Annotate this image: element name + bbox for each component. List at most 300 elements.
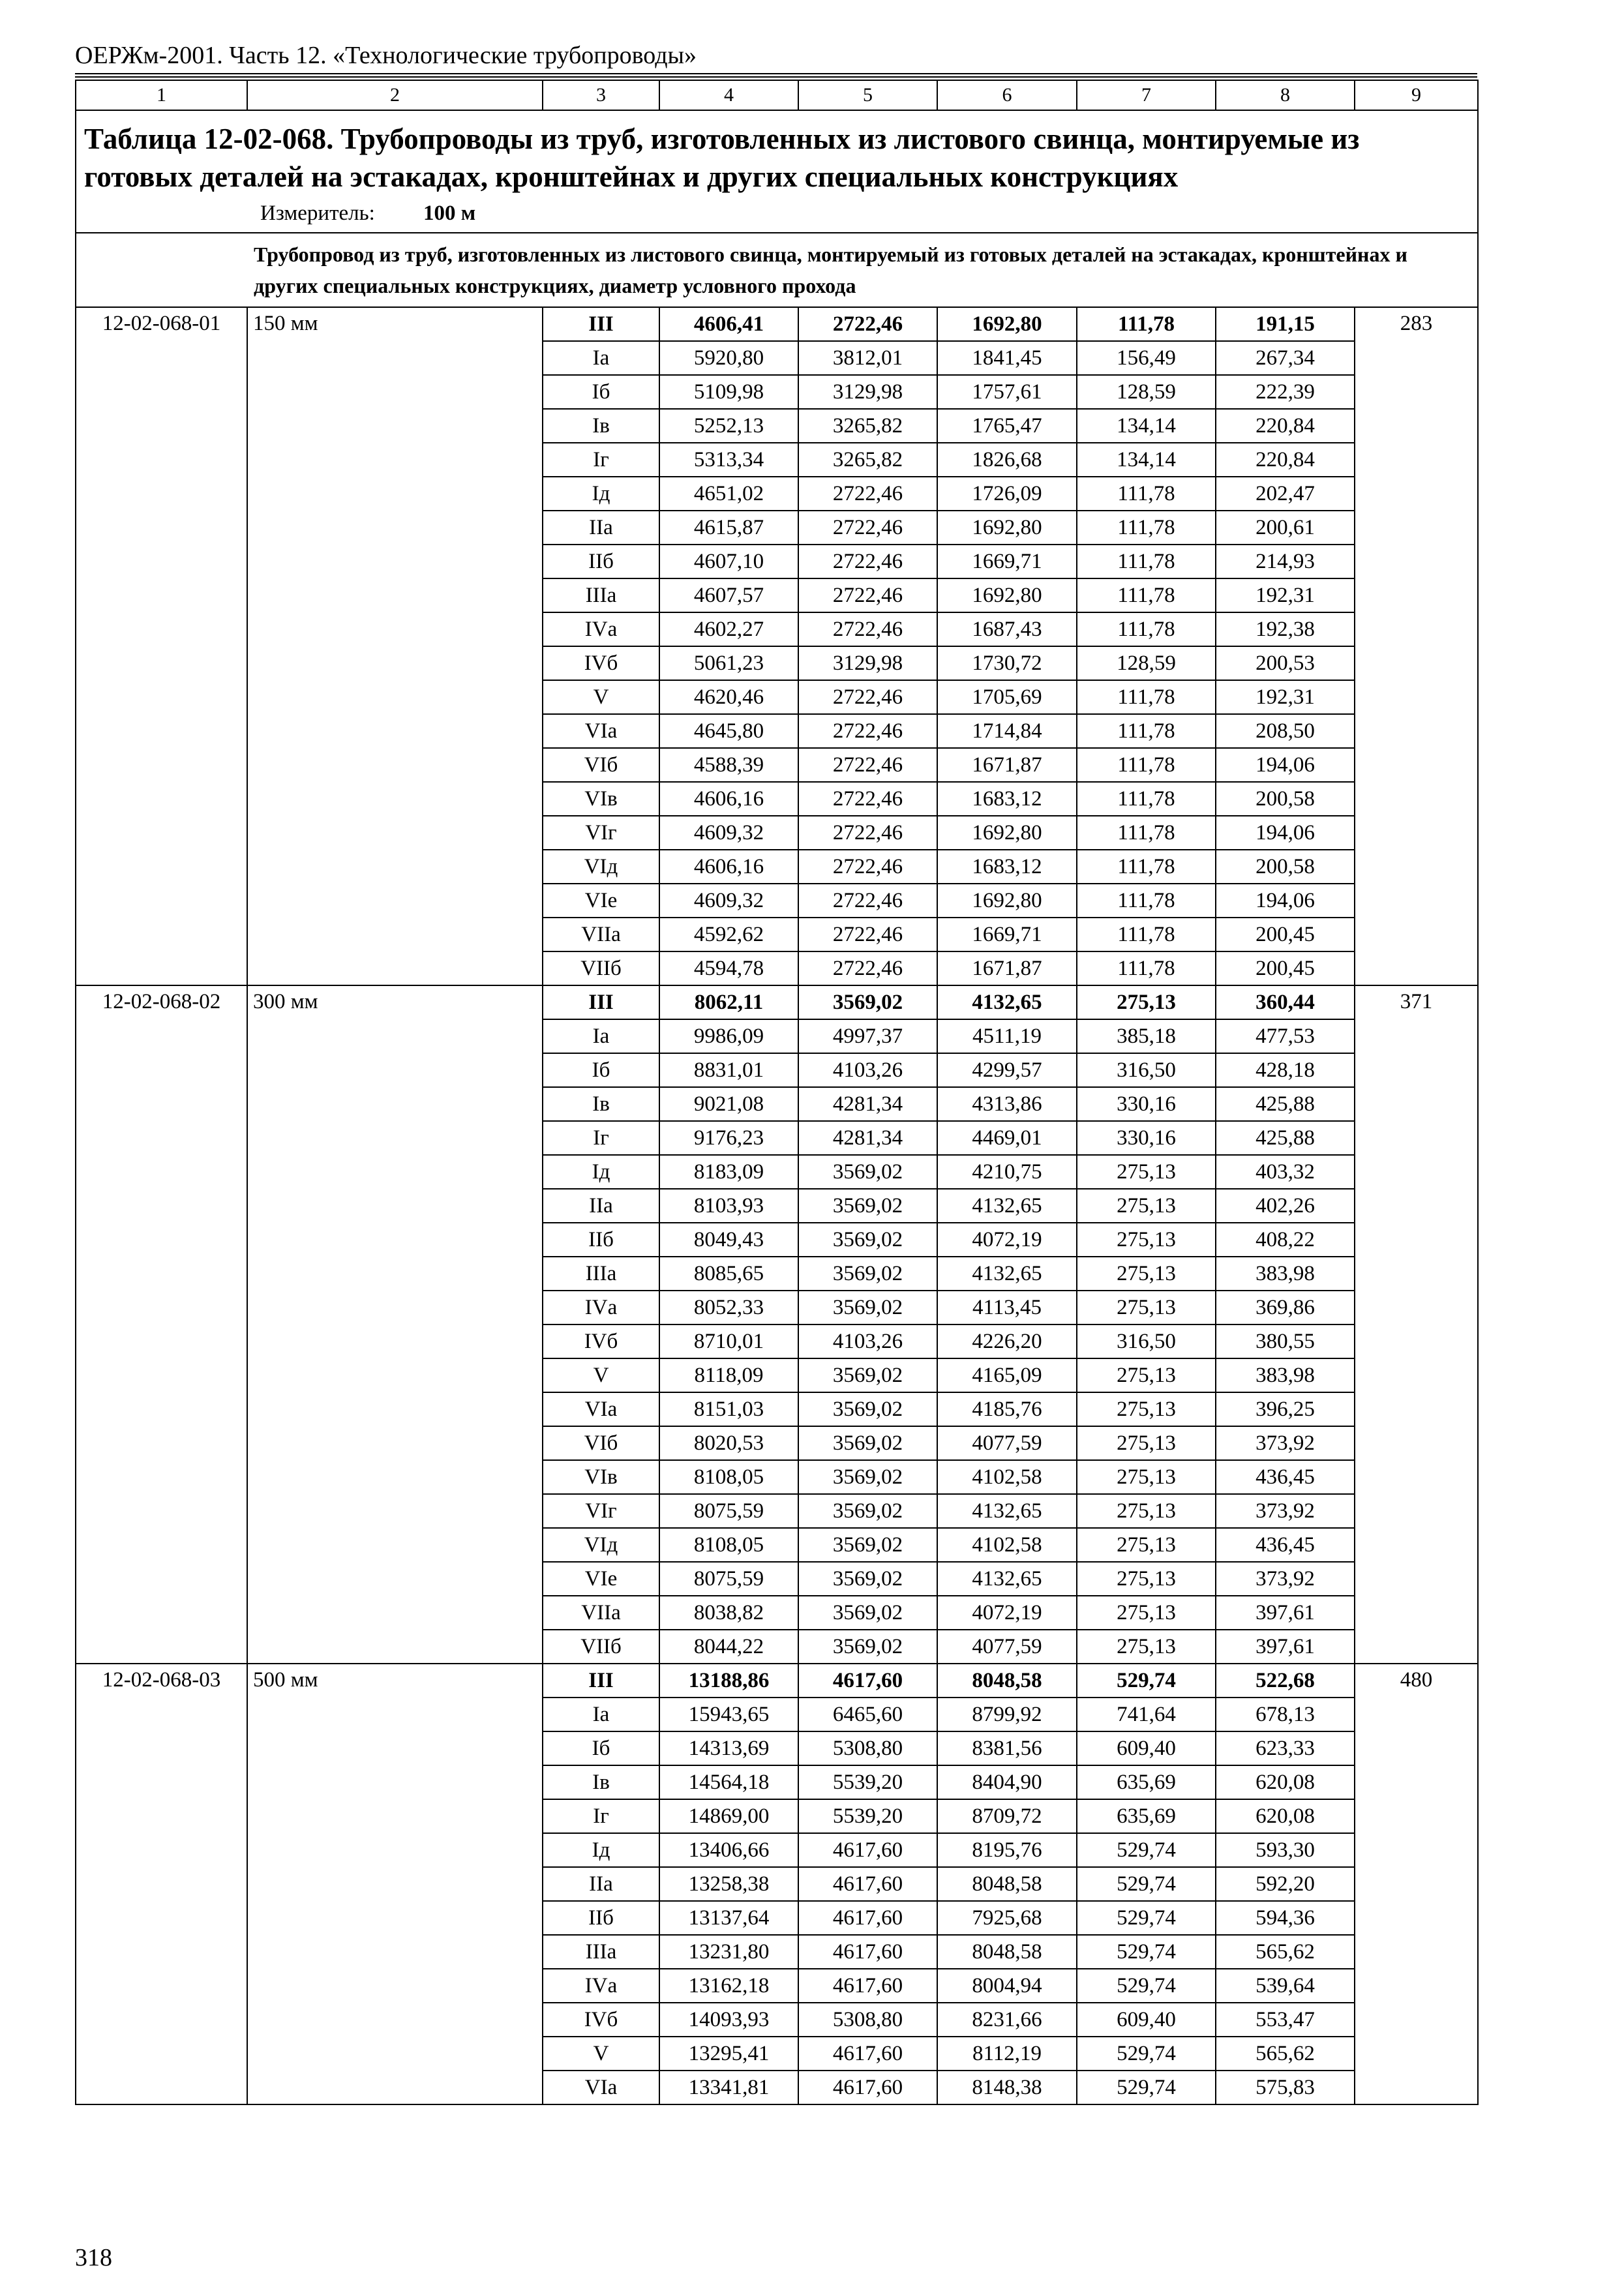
zone-label: IIа [543,1189,659,1223]
rate-value: 3569,02 [798,1426,937,1460]
rate-value: 275,13 [1077,1223,1216,1257]
rate-value: 4617,60 [798,2037,937,2071]
zone-label: IVа [543,1969,659,2003]
rate-value: 9021,08 [659,1087,798,1121]
rate-value: 5539,20 [798,1799,937,1833]
rate-value: 220,84 [1216,409,1355,443]
rate-value: 4617,60 [798,1867,937,1901]
zone-label: VIг [543,1494,659,1528]
rate-value: 111,78 [1077,612,1216,646]
zone-label: Iа [543,1019,659,1053]
section-spacer [76,233,247,307]
rate-value: 4132,65 [937,985,1077,1019]
column-9-value: 283 [1355,307,1478,985]
diameter: 150 мм [247,307,543,985]
rate-value: 1692,80 [937,884,1077,918]
rate-value: 1726,09 [937,477,1077,511]
rate-value: 436,45 [1216,1460,1355,1494]
rate-value: 8183,09 [659,1155,798,1189]
rate-value: 4077,59 [937,1630,1077,1664]
column-number: 8 [1216,80,1355,110]
rate-value: 275,13 [1077,1596,1216,1630]
rate-value: 373,92 [1216,1562,1355,1596]
rate-code: 12-02-068-02 [76,985,247,1664]
section-row [76,233,1478,307]
column-number: 3 [543,80,659,110]
zone-label: VIа [543,2071,659,2104]
rate-value: 2722,46 [798,307,937,341]
rate-value: 4617,60 [798,1901,937,1935]
rate-value: 275,13 [1077,1494,1216,1528]
rate-value: 1730,72 [937,646,1077,680]
diameter: 300 мм [247,985,543,1664]
rate-value: 373,92 [1216,1494,1355,1528]
rate-value: 2722,46 [798,545,937,578]
rate-value: 192,31 [1216,680,1355,714]
rate-value: 5313,34 [659,443,798,477]
rate-value: 200,61 [1216,511,1355,545]
rate-value: 2722,46 [798,850,937,884]
rate-value: 8831,01 [659,1053,798,1087]
rate-value: 13258,38 [659,1867,798,1901]
rate-value: 194,06 [1216,884,1355,918]
rate-value: 3569,02 [798,1528,937,1562]
zone-label: VIе [543,1562,659,1596]
rate-value: 8049,43 [659,1223,798,1257]
zone-label: V [543,2037,659,2071]
rate-value: 8048,58 [937,1867,1077,1901]
rates-table [75,80,1479,2105]
rate-value: 635,69 [1077,1765,1216,1799]
rate-value: 4102,58 [937,1528,1077,1562]
rate-value: 3569,02 [798,1596,937,1630]
rate-value: 594,36 [1216,1901,1355,1935]
rate-value: 4617,60 [798,2071,937,2104]
rate-value: 111,78 [1077,680,1216,714]
rate-value: 275,13 [1077,1630,1216,1664]
rate-value: 8112,19 [937,2037,1077,2071]
rate-value: 4607,57 [659,578,798,612]
rate-value: 14564,18 [659,1765,798,1799]
rate-value: 477,53 [1216,1019,1355,1053]
rate-value: 397,61 [1216,1596,1355,1630]
column-number: 2 [247,80,543,110]
zone-label: VIIа [543,1596,659,1630]
rate-value: 8151,03 [659,1392,798,1426]
rate-value: 2722,46 [798,951,937,985]
header-rule [75,73,1477,74]
rate-value: 4281,34 [798,1121,937,1155]
rate-value: 330,16 [1077,1121,1216,1155]
rate-value: 1757,61 [937,375,1077,409]
rate-value: 192,38 [1216,612,1355,646]
rate-value: 214,93 [1216,545,1355,578]
column-number: 4 [659,80,798,110]
rate-value: 2722,46 [798,884,937,918]
rate-value: 111,78 [1077,714,1216,748]
rate-value: 8044,22 [659,1630,798,1664]
rate-value: 425,88 [1216,1121,1355,1155]
rate-value: 13162,18 [659,1969,798,2003]
rate-value: 3265,82 [798,443,937,477]
rate-value: 522,68 [1216,1664,1355,1698]
rate-value: 4615,87 [659,511,798,545]
zone-label: IVа [543,612,659,646]
rate-value: 592,20 [1216,1867,1355,1901]
rate-value: 200,45 [1216,918,1355,951]
zone-label: Iв [543,409,659,443]
zone-label: IIIа [543,1935,659,1969]
rate-value: 3569,02 [798,1562,937,1596]
rate-value: 200,45 [1216,951,1355,985]
rate-value: 3129,98 [798,375,937,409]
rate-value: 1671,87 [937,951,1077,985]
zone-label: IIа [543,1867,659,1901]
rate-value: 111,78 [1077,578,1216,612]
rate-value: 8004,94 [937,1969,1077,2003]
rate-value: 8710,01 [659,1324,798,1358]
rate-value: 620,08 [1216,1799,1355,1833]
rate-value: 565,62 [1216,1935,1355,1969]
rate-value: 4185,76 [937,1392,1077,1426]
table-title: Таблица 12-02-068. Трубопроводы из труб, изготовленных из листового свинца, монтируемые из готовых деталей на эстакадах, кронштейнах и других специальных конструкциях [84,123,1360,193]
zone-label: IIа [543,511,659,545]
rate-value: 4132,65 [937,1494,1077,1528]
rate-value: 397,61 [1216,1630,1355,1664]
rate-value: 1687,43 [937,612,1077,646]
rate-value: 3569,02 [798,1291,937,1324]
rate-value: 200,58 [1216,782,1355,816]
rate-value: 3129,98 [798,646,937,680]
rate-value: 8048,58 [937,1664,1077,1698]
rate-value: 4132,65 [937,1562,1077,1596]
rate-value: 275,13 [1077,1426,1216,1460]
table-row [76,1664,1478,1698]
rate-value: 275,13 [1077,1528,1216,1562]
rate-value: 4102,58 [937,1460,1077,1494]
meter-value: 100 м [423,202,476,225]
zone-label: Iд [543,1833,659,1867]
rate-value: 609,40 [1077,1731,1216,1765]
rate-value: 8195,76 [937,1833,1077,1867]
rate-value: 8020,53 [659,1426,798,1460]
zone-label: IIIа [543,1257,659,1291]
rate-value: 275,13 [1077,1257,1216,1291]
rate-value: 200,58 [1216,850,1355,884]
zone-label: Iв [543,1765,659,1799]
rate-value: 111,78 [1077,748,1216,782]
rate-value: 4132,65 [937,1257,1077,1291]
rate-value: 1692,80 [937,511,1077,545]
rate-value: 4617,60 [798,1664,937,1698]
zone-label: VIа [543,714,659,748]
rate-value: 4103,26 [798,1053,937,1087]
rate-value: 111,78 [1077,477,1216,511]
rate-value: 425,88 [1216,1087,1355,1121]
rate-value: 2722,46 [798,714,937,748]
rate-value: 8075,59 [659,1562,798,1596]
rate-value: 436,45 [1216,1528,1355,1562]
rate-value: 4602,27 [659,612,798,646]
column-9-value: 371 [1355,985,1478,1664]
rate-value: 2722,46 [798,918,937,951]
rate-value: 4617,60 [798,1935,937,1969]
rate-value: 200,53 [1216,646,1355,680]
rate-value: 14869,00 [659,1799,798,1833]
column-9-value: 480 [1355,1664,1478,2104]
rate-value: 4299,57 [937,1053,1077,1087]
zone-label: VIе [543,884,659,918]
rate-value: 3569,02 [798,1358,937,1392]
zone-label: Iд [543,477,659,511]
rate-value: 275,13 [1077,1562,1216,1596]
rate-value: 4226,20 [937,1324,1077,1358]
rate-value: 4617,60 [798,1833,937,1867]
zone-label: Iб [543,375,659,409]
rate-value: 8038,82 [659,1596,798,1630]
rate-value: 3812,01 [798,341,937,375]
rate-value: 8085,65 [659,1257,798,1291]
page-number: 318 [75,2244,112,2271]
rate-value: 3569,02 [798,1392,937,1426]
column-number: 6 [937,80,1077,110]
zone-label: V [543,1358,659,1392]
rate-value: 111,78 [1077,545,1216,578]
zone-label: VIв [543,1460,659,1494]
rate-value: 8148,38 [937,2071,1077,2104]
rate-value: 383,98 [1216,1257,1355,1291]
rate-value: 2722,46 [798,477,937,511]
rate-value: 8062,11 [659,985,798,1019]
rate-code: 12-02-068-01 [76,307,247,985]
rate-value: 4594,78 [659,951,798,985]
rate-value: 2722,46 [798,680,937,714]
zone-label: IIIа [543,578,659,612]
rate-value: 1841,45 [937,341,1077,375]
rate-value: 316,50 [1077,1324,1216,1358]
rate-value: 111,78 [1077,850,1216,884]
rate-value: 4607,10 [659,545,798,578]
rate-value: 8709,72 [937,1799,1077,1833]
rate-value: 4997,37 [798,1019,937,1053]
zone-label: VIг [543,816,659,850]
table-row [76,307,1478,341]
rate-value: 369,86 [1216,1291,1355,1324]
zone-label: Iб [543,1731,659,1765]
rate-value: 8231,66 [937,2003,1077,2037]
rate-value: 1671,87 [937,748,1077,782]
document-header: ОЕРЖм-2001. Часть 12. «Технологические трубопроводы» [75,42,697,69]
rate-value: 4072,19 [937,1223,1077,1257]
rate-value: 3569,02 [798,1257,937,1291]
rate-value: 275,13 [1077,1392,1216,1426]
rate-value: 5920,80 [659,341,798,375]
rate-value: 13188,86 [659,1664,798,1698]
zone-label: Iа [543,341,659,375]
rate-value: 222,39 [1216,375,1355,409]
zone-label: III [543,307,659,341]
zone-label: VIIб [543,951,659,985]
rate-value: 4645,80 [659,714,798,748]
rate-value: 4281,34 [798,1087,937,1121]
rate-value: 373,92 [1216,1426,1355,1460]
rate-value: 1683,12 [937,782,1077,816]
rate-value: 191,15 [1216,307,1355,341]
rate-value: 539,64 [1216,1969,1355,2003]
rate-value: 208,50 [1216,714,1355,748]
rate-value: 275,13 [1077,1291,1216,1324]
rate-value: 4132,65 [937,1189,1077,1223]
zone-label: Iг [543,1799,659,1833]
rate-value: 593,30 [1216,1833,1355,1867]
rate-value: 1826,68 [937,443,1077,477]
zone-label: IVб [543,646,659,680]
rate-value: 13406,66 [659,1833,798,1867]
rate-value: 8381,56 [937,1731,1077,1765]
rate-value: 316,50 [1077,1053,1216,1087]
rate-value: 4511,19 [937,1019,1077,1053]
rate-value: 396,25 [1216,1392,1355,1426]
rate-value: 2722,46 [798,511,937,545]
rate-value: 2722,46 [798,782,937,816]
rate-value: 4617,60 [798,1969,937,2003]
rate-value: 529,74 [1077,2071,1216,2104]
rate-value: 7925,68 [937,1901,1077,1935]
rate-value: 623,33 [1216,1731,1355,1765]
meter-label: Измеритель: [260,202,375,225]
rate-value: 13137,64 [659,1901,798,1935]
rate-value: 1669,71 [937,545,1077,578]
rate-value: 111,78 [1077,307,1216,341]
rate-value: 553,47 [1216,2003,1355,2037]
zone-label: Iб [543,1053,659,1087]
rate-value: 3569,02 [798,1189,937,1223]
rate-value: 194,06 [1216,816,1355,850]
rate-value: 111,78 [1077,782,1216,816]
rate-value: 4103,26 [798,1324,937,1358]
zone-label: IIб [543,1223,659,1257]
rate-value: 8075,59 [659,1494,798,1528]
rate-value: 4651,02 [659,477,798,511]
rate-value: 1669,71 [937,918,1077,951]
rate-value: 1714,84 [937,714,1077,748]
rate-value: 4077,59 [937,1426,1077,1460]
rate-value: 4313,86 [937,1087,1077,1121]
column-numbers-row [76,80,1478,110]
zone-label: VIб [543,748,659,782]
rate-value: 134,14 [1077,443,1216,477]
zone-label: III [543,985,659,1019]
zone-label: Iг [543,443,659,477]
rate-value: 5308,80 [798,1731,937,1765]
zone-label: VIд [543,850,659,884]
rate-value: 6465,60 [798,1698,937,1731]
rate-value: 8052,33 [659,1291,798,1324]
rate-value: 529,74 [1077,1969,1216,2003]
rate-value: 5252,13 [659,409,798,443]
rate-value: 5308,80 [798,2003,937,2037]
rate-value: 4469,01 [937,1121,1077,1155]
zone-label: IVб [543,1324,659,1358]
rate-code: 12-02-068-03 [76,1664,247,2104]
rate-value: 360,44 [1216,985,1355,1019]
rate-value: 202,47 [1216,477,1355,511]
rate-value: 3569,02 [798,1223,937,1257]
rate-value: 529,74 [1077,1833,1216,1867]
rate-value: 5539,20 [798,1765,937,1799]
rate-value: 4588,39 [659,748,798,782]
rate-value: 111,78 [1077,884,1216,918]
rate-value: 2722,46 [798,748,937,782]
rate-value: 4606,16 [659,782,798,816]
rate-value: 128,59 [1077,646,1216,680]
rate-value: 3569,02 [798,1460,937,1494]
rate-value: 402,26 [1216,1189,1355,1223]
rate-value: 267,34 [1216,341,1355,375]
rate-value: 408,22 [1216,1223,1355,1257]
rate-value: 4592,62 [659,918,798,951]
rate-value: 9986,09 [659,1019,798,1053]
rate-value: 529,74 [1077,1664,1216,1698]
rate-value: 529,74 [1077,1901,1216,1935]
rate-value: 529,74 [1077,1867,1216,1901]
rate-value: 529,74 [1077,1935,1216,1969]
rate-value: 2722,46 [798,578,937,612]
rate-value: 1692,80 [937,578,1077,612]
rate-value: 220,84 [1216,443,1355,477]
rate-value: 575,83 [1216,2071,1355,2104]
header-rule-double [75,76,1477,78]
rate-value: 4165,09 [937,1358,1077,1392]
zone-label: V [543,680,659,714]
rate-value: 1765,47 [937,409,1077,443]
rate-value: 111,78 [1077,816,1216,850]
meter-line [84,197,1469,230]
rate-value: 383,98 [1216,1358,1355,1392]
table-title-row [76,110,1478,233]
rate-value: 275,13 [1077,1460,1216,1494]
rate-value: 403,32 [1216,1155,1355,1189]
rate-value: 14093,93 [659,2003,798,2037]
rate-value: 156,49 [1077,341,1216,375]
rate-value: 275,13 [1077,985,1216,1019]
rate-value: 330,16 [1077,1087,1216,1121]
rate-value: 275,13 [1077,1358,1216,1392]
zone-label: IVа [543,1291,659,1324]
rate-value: 15943,65 [659,1698,798,1731]
rate-value: 3569,02 [798,1155,937,1189]
rate-value: 635,69 [1077,1799,1216,1833]
column-number: 5 [798,80,937,110]
rate-value: 1692,80 [937,307,1077,341]
rate-value: 275,13 [1077,1189,1216,1223]
rate-value: 4606,41 [659,307,798,341]
column-number: 7 [1077,80,1216,110]
rate-value: 13341,81 [659,2071,798,2104]
rate-value: 194,06 [1216,748,1355,782]
diameter: 500 мм [247,1664,543,2104]
rate-value: 380,55 [1216,1324,1355,1358]
table-row [76,985,1478,1019]
rate-value: 529,74 [1077,2037,1216,2071]
zone-label: IIб [543,1901,659,1935]
zone-label: Iд [543,1155,659,1189]
zone-label: Iв [543,1087,659,1121]
rate-value: 14313,69 [659,1731,798,1765]
rate-value: 192,31 [1216,578,1355,612]
rate-value: 4072,19 [937,1596,1077,1630]
rate-value: 4210,75 [937,1155,1077,1189]
